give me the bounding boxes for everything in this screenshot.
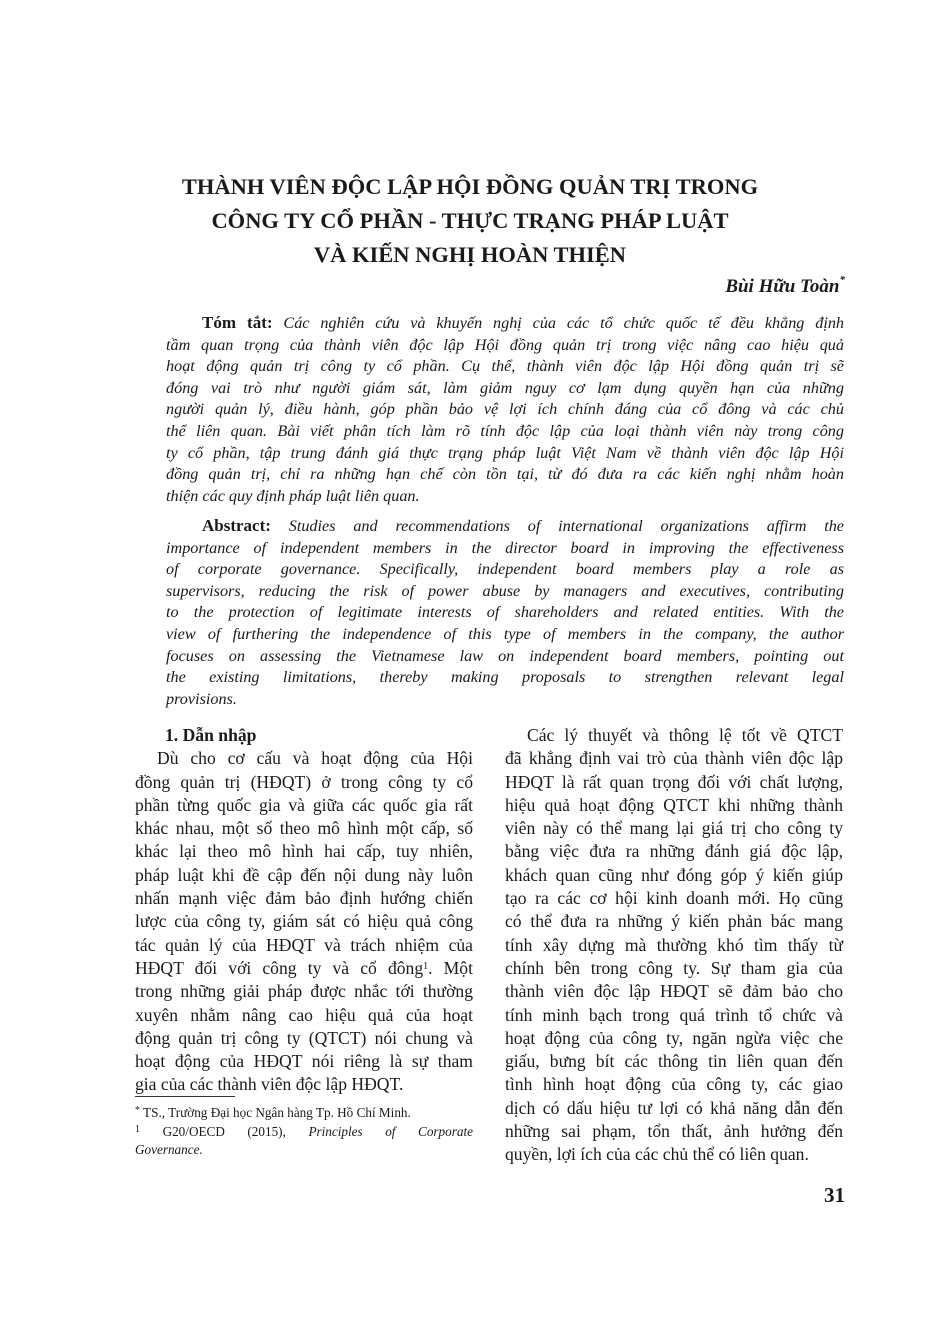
body-column-left [135,724,473,1097]
paragraph-line: phần từng quốc gia và giữa các quốc gia rất [135,794,473,815]
footnote-1-cont: Governance. [135,1142,203,1157]
footnote-1: $^1$ G20/OECD (2015), Principles of Corporate [135,1123,473,1139]
abstract-line: người quản lý, điều hành, góp phần bảo vệ lợi ích chính đáng của cổ đông và các chủ [166,400,844,419]
abstract-vietnamese [166,312,844,507]
paragraph-line: quyền, lợi ích của các chủ thể có liên quan. [505,1144,809,1165]
abstract-line: Tóm tắt: Các nghiên cứu và khuyến nghị của các tổ chức quốc tế đều khẳng định [202,313,845,332]
footnote-divider [135,1096,235,1097]
abstract-line: thiện các quy định pháp luật liên quan. [166,486,420,505]
paragraph-line: thành viên độc lập HĐQT sẽ đảm bảo cho [505,981,843,1002]
abstract-line: the existing limitations, thereby making proposals to strengthen relevant legal [166,668,844,687]
abstract-label: Abstract: [202,516,271,535]
footnotes [135,1104,473,1160]
paragraph-line: HĐQT là rất quan trọng đối với chất lượng, [505,771,843,792]
body-column-right [505,724,843,1167]
paragraph-line: tác quản lý của HĐQT và trách nhiệm của [135,934,473,955]
paragraph-line: dịch có dấu hiệu tư lợi có khả năng dẫn đến [505,1097,843,1118]
page-number: 31 [824,1183,845,1207]
abstract-line: Abstract: Studies and recommendations of international organizations affirm the [202,516,844,535]
abstract-line: đóng vai trò như người giám sát, làm giảm nguy cơ lạm dụng quyền hạn của những [166,378,844,397]
abstract-line: focuses on assessing the Vietnamese law on independent board members, pointing out [166,646,844,665]
paragraph-line: chính bên trong công ty. Sự tham gia của [505,957,843,978]
paragraph-line: có thể đưa ra những ý kiến phản bác mang [505,911,843,932]
paragraph-line: xuyên nhằm nâng cao hiệu quả của hoạt [135,1004,473,1025]
paragraph-line: tính minh bạch trong quá trình tổ chức và [505,1004,843,1025]
paragraph-line: hiệu quả hoạt động QTCT khi những thành [505,794,843,815]
author-name-text: Bùi Hữu Toàn [725,276,840,297]
paragraph-line: viên này có thể mang lại giá trị cho công ty [505,818,843,839]
abstract-line: thể liên quan. Bài viết phân tích làm rõ tính độc lập của loại thành viên này trong công [166,421,844,440]
abstract-line: ty cổ phần, tập trung đánh giá thực trạng pháp luật Việt Nam về thành viên độc lập Hội [166,443,844,462]
paragraph-line: khác lại theo mô hình hai cấp, tuy nhiên, [135,841,473,862]
paragraph-line: hoạt động của HĐQT nói riêng là sự tham [135,1051,473,1072]
paragraph-line: tạo ra các cơ hội kinh doanh mới. Họ cũng [505,888,843,909]
author-footnote-mark: * [839,274,845,286]
paragraph-line: Các lý thuyết và thông lệ tốt về QTCT [527,725,843,745]
abstract-line: đồng quản trị, chỉ ra những hạn chế còn tồn tại, từ đó đưa ra các kiến nghị nhằm hoàn [166,465,844,484]
abstract-line: view of furthering the independence of this type of members in the company, the author [166,624,844,643]
abstract-line: provisions. [166,689,237,708]
paragraph-line: bằng việc đưa ra những đánh giá độc lập, [505,841,843,862]
article-title [120,170,820,272]
abstract-english [166,515,844,710]
paragraph-line: gia của các thành viên độc lập HĐQT. [135,1074,404,1095]
paragraph-line: Dù cho cơ cấu và hoạt động của Hội [157,748,473,769]
section-heading: 1. Dẫn nhập [165,725,257,745]
paragraph-line: trong những giải pháp được nhắc tới thường [135,981,473,1002]
paragraph-line: hoạt động của công ty, ngăn ngừa việc che [505,1027,843,1048]
author-name [725,276,845,298]
abstract-line: hoạt động quản trị công ty cổ phần. Cụ thể, thành viên độc lập Hội đồng quản trị sẽ [166,357,844,376]
abstract-line: to the protection of legitimate interests of shareholders and related entities. With the [166,603,844,622]
title-line: THÀNH VIÊN ĐỘC LẬP HỘI ĐỒNG QUẢN TRỊ TRONG [181,174,759,199]
title-line: VÀ KIẾN NGHỊ HOÀN THIỆN [313,242,627,267]
paragraph-line: đã khẳng định vai trò của thành viên độc lập [505,748,843,769]
paragraph-line: pháp luật khi đề cập đến nội dung này luôn [135,864,473,885]
abstract-line: of corporate governance. Specifically, independent board members play a role as [166,560,844,579]
abstract-label: Tóm tắt: [202,313,273,332]
paragraph-line: động quản trị công ty (QTCT) nói chung và [135,1027,473,1048]
paragraph-line: lược của công ty, giám sát có hiệu quả công [135,911,473,932]
abstract-line: tầm quan trọng của thành viên độc lập Hội đồng quản trị trong việc nâng cao hiệu quả [166,335,844,354]
title-line: CÔNG TY CỔ PHẦN - THỰC TRẠNG PHÁP LUẬT [211,208,729,233]
paragraph-line: khách quan cũng như đóng góp ý kiến giúp [505,864,843,885]
paragraph-line: giấu, bưng bít các thông tin liên quan đến [505,1051,843,1072]
abstract-line: importance of independent members in the director board in improving the effectiveness [166,538,844,557]
footnote-ref: 1 [423,960,429,972]
abstract-line: supervisors, reducing the risk of power abuse by managers and executives, contributing [166,581,844,600]
paragraph-line: nhấn mạnh việc đảm bảo định hướng chiến [135,888,473,909]
paragraph-line: HĐQT đối với công ty và cổ đông$^1$. Một [135,957,473,978]
paragraph-line: đồng quản trị (HĐQT) ở trong công ty cổ [135,771,473,792]
paragraph-line: tình hình hoạt động của công ty, các giao [505,1074,843,1095]
paragraph-line: tính xây dựng mà thường khó tìm thấy từ [505,934,843,955]
footnote-author: * TS., Trường Đại học Ngân hàng Tp. Hồ Chí Minh. [135,1105,411,1120]
paragraph-line: khác nhau, một số theo mô hình một cấp, số [135,818,473,839]
paragraph-line: những sai phạm, tổn thất, ảnh hưởng đến [505,1121,843,1142]
